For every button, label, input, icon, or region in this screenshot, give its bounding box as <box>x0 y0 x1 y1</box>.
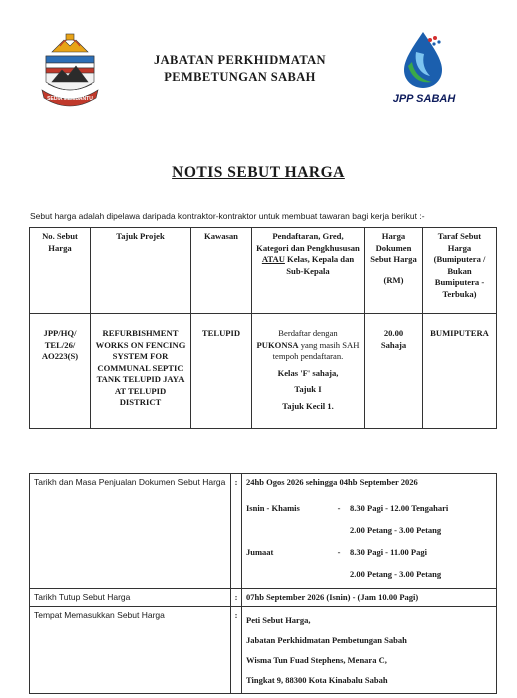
submission-address <box>242 607 497 694</box>
sabah-crest-logo <box>38 30 102 110</box>
cell-no-sebut-harga: JPP/HQ/ TEL/26/ AO223(S) <box>30 314 91 429</box>
quotation-table <box>29 227 497 429</box>
header-pendaftaran-atau: ATAU <box>261 254 285 264</box>
agency-name-line1: JABATAN PERKHIDMATAN <box>153 53 326 67</box>
address-line-1: Peti Sebut Harga, <box>246 614 311 625</box>
cell-reg-text <box>256 328 360 363</box>
header-no-sebut-harga: No. Sebut Harga <box>30 228 91 314</box>
header-pendaftaran <box>252 228 365 314</box>
agency-title <box>140 52 340 86</box>
friday-schedule <box>246 541 492 563</box>
cell-tajuk-kelas: Tajuk I <box>294 384 322 394</box>
cell-harga <box>365 314 423 429</box>
submission-label: Tempat Memasukkan Sebut Harga <box>30 607 231 694</box>
weekday-am: 8.30 Pagi - 12.00 Tengahari <box>350 502 449 513</box>
closing-colon: : <box>231 589 242 607</box>
weekday-pm: 2.00 Petang - 3.00 Petang <box>350 524 442 535</box>
header-harga-text: Harga Dokumen Sebut Harga <box>370 231 417 264</box>
weekday-label: Isnin - Khamis <box>246 502 300 513</box>
weekday-schedule <box>246 497 492 519</box>
agency-name-line2: PEMBETUNGAN SABAH <box>164 70 316 84</box>
submission-colon: : <box>231 607 242 694</box>
reg-text-3: yang masih SAH tempoh pendaftaran. <box>272 339 360 361</box>
table-row <box>30 314 497 429</box>
sale-colon: : <box>231 474 242 589</box>
sale-dates: 24hb Ogos 2026 sehingga 04hb September 2026 <box>246 477 418 487</box>
address-line-4: Tingkat 9, 88300 Kota Kinabalu Sabah <box>246 674 388 685</box>
jpp-sabah-label: JPP SABAH <box>392 93 456 105</box>
reg-pukonsa: PUKONSA <box>256 339 299 350</box>
closing-row <box>30 589 497 607</box>
header-pendaftaran-text-2: Kelas, Kepala dan Sub-Kepala <box>284 254 355 276</box>
closing-label: Tarikh Tutup Sebut Harga <box>30 589 231 607</box>
sale-value <box>242 474 497 589</box>
header-harga-dokumen <box>365 228 423 314</box>
header-pendaftaran-text: Pendaftaran, Gred, Kategori dan Pengkhususan <box>256 231 360 253</box>
sale-row <box>30 474 497 589</box>
submission-row <box>30 607 497 694</box>
header-kawasan: Kawasan <box>191 228 252 314</box>
reg-text-1: Berdaftar dengan <box>278 328 338 338</box>
friday-sep: - <box>337 546 341 557</box>
sale-label: Tarikh dan Masa Penjualan Dokumen Sebut Harga <box>30 474 231 589</box>
table-header-row <box>30 228 497 314</box>
friday-pm: 2.00 Petang - 3.00 Petang <box>350 568 442 579</box>
cell-harga-note: Sahaja <box>380 339 407 350</box>
header-tajuk-projek: Tajuk Projek <box>91 228 191 314</box>
header-taraf: Taraf Sebut Harga (Bumiputera / Bukan Bumiputera - Terbuka) <box>423 228 497 314</box>
notice-intro: Sebut harga adalah dipelawa daripada kontraktor-kontraktor untuk membuat tawaran bagi kerja berikut :- <box>30 211 425 221</box>
cell-kawasan: TELUPID <box>191 314 252 429</box>
cell-taraf: BUMIPUTERA <box>423 314 497 429</box>
address-line-3: Wisma Tun Fuad Stephens, Menara C, <box>246 654 387 665</box>
friday-am: 8.30 Pagi - 11.00 Pagi <box>350 546 427 557</box>
cell-tajuk-projek: REFURBISHMENT WORKS ON FENCING SYSTEM FOR COMMUNAL SEPTIC TANK TELUPID JAYA AT TELUPID DISTRICT <box>91 314 191 429</box>
friday-pm-row <box>246 563 492 585</box>
crest-motto: SEDIA MEMBANTU <box>47 96 93 102</box>
notice-title: NOTIS SEBUT HARGA <box>172 164 345 181</box>
cell-pendaftaran <box>252 314 365 429</box>
details-table <box>29 473 497 694</box>
closing-value: 07hb September 2026 (Isnin) - (Jam 10.00 Pagi) <box>242 589 497 607</box>
weekday-pm-row <box>246 519 492 541</box>
address-line-2: Jabatan Perkhidmatan Pembetungan Sabah <box>246 634 407 645</box>
cell-tajuk-kecil: Tajuk Kecil 1. <box>282 400 334 411</box>
jpp-sabah-drop-logo <box>398 28 448 90</box>
weekday-sep: - <box>337 502 341 513</box>
friday-label: Jumaat <box>246 546 274 557</box>
header-harga-unit: (RM) <box>383 274 404 285</box>
cell-harga-value: 20.00 <box>383 328 404 338</box>
cell-kelas: Kelas 'F' sahaja, <box>277 367 339 378</box>
